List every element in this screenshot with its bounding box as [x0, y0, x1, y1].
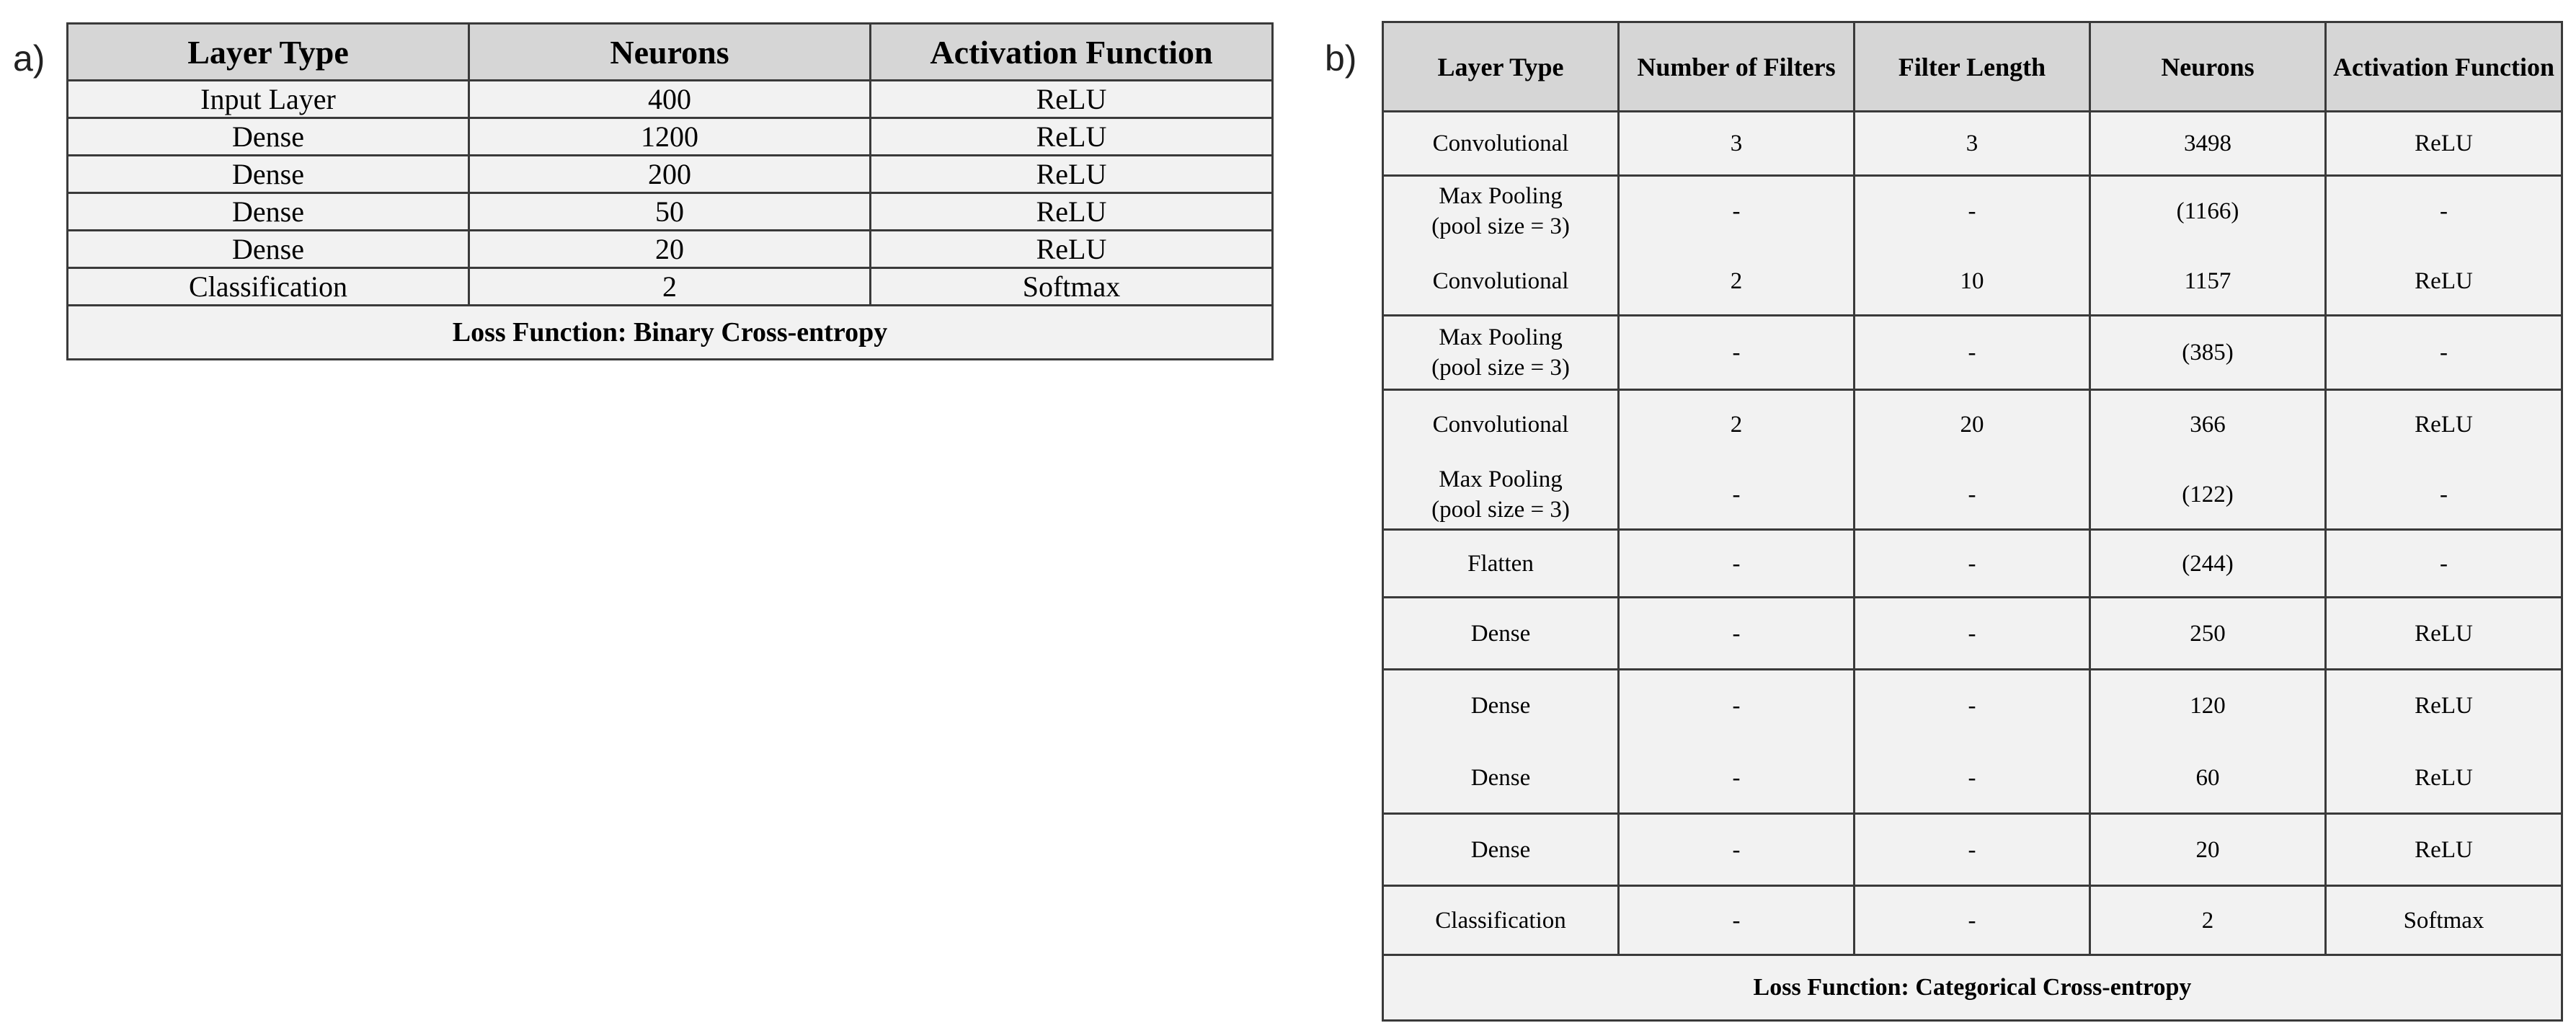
cell-filter-length: 10 [1855, 247, 2090, 316]
table-row [68, 231, 1273, 268]
cell-layer-type: Dense [68, 118, 469, 156]
cell-layer-type: Max Pooling (pool size = 3) [1383, 316, 1619, 390]
cell-neurons: 1157 [2090, 247, 2326, 316]
cell-neurons: 200 [469, 156, 871, 193]
cell-activation: - [2326, 460, 2562, 530]
table-row [1383, 670, 2562, 742]
cell-layer-type: Classification [68, 268, 469, 306]
cell-filter-length: - [1855, 316, 2090, 390]
cell-neurons: 2 [2090, 886, 2326, 955]
cell-filter-length: - [1855, 670, 2090, 742]
table-footer-row [68, 306, 1273, 360]
cell-neurons: 20 [469, 231, 871, 268]
cell-activation: Softmax [2326, 886, 2562, 955]
cell-neurons: 3498 [2090, 112, 2326, 176]
cell-activation: ReLU [871, 231, 1273, 268]
table-row [1383, 742, 2562, 814]
cell-number-of-filters: - [1619, 742, 1855, 814]
table-header-row [68, 24, 1273, 81]
panel-a-label: a) [13, 38, 45, 79]
cnn-table [1382, 21, 2563, 1022]
cell-filter-length: 20 [1855, 390, 2090, 460]
table-row [68, 81, 1273, 118]
cell-layer-type: Max Pooling (pool size = 3) [1383, 176, 1619, 247]
cell-activation: ReLU [2326, 112, 2562, 176]
cell-neurons: (122) [2090, 460, 2326, 530]
table-row [1383, 176, 2562, 247]
cell-layer-type: Max Pooling (pool size = 3) [1383, 460, 1619, 530]
cell-number-of-filters: 2 [1619, 247, 1855, 316]
cell-neurons: (385) [2090, 316, 2326, 390]
cell-layer-type: Dense [1383, 670, 1619, 742]
cell-number-of-filters: - [1619, 176, 1855, 247]
cell-filter-length: - [1855, 176, 2090, 247]
cell-activation: ReLU [2326, 670, 2562, 742]
cell-number-of-filters: - [1619, 530, 1855, 598]
table-row [1383, 598, 2562, 670]
cell-neurons: 366 [2090, 390, 2326, 460]
cell-activation: - [2326, 176, 2562, 247]
cell-activation: Softmax [871, 268, 1273, 306]
header-activation-function: Activation Function [2326, 22, 2562, 112]
table-header-row [1383, 22, 2562, 112]
cell-activation: ReLU [2326, 814, 2562, 886]
table-row [68, 193, 1273, 231]
cell-layer-type: Dense [68, 156, 469, 193]
cell-neurons: (244) [2090, 530, 2326, 598]
cell-filter-length: - [1855, 460, 2090, 530]
cell-number-of-filters: - [1619, 814, 1855, 886]
cell-filter-length: - [1855, 598, 2090, 670]
cell-filter-length: 3 [1855, 112, 2090, 176]
cell-neurons: 60 [2090, 742, 2326, 814]
cell-filter-length: - [1855, 814, 2090, 886]
cell-layer-type: Dense [1383, 814, 1619, 886]
header-neurons: Neurons [2090, 22, 2326, 112]
table-row [1383, 460, 2562, 530]
cell-activation: ReLU [871, 193, 1273, 231]
table-row [1383, 112, 2562, 176]
cell-neurons: 120 [2090, 670, 2326, 742]
table-row [68, 156, 1273, 193]
cell-neurons: 400 [469, 81, 871, 118]
table-row [68, 268, 1273, 306]
cell-layer-type: Convolutional [1383, 390, 1619, 460]
cell-layer-type: Dense [1383, 598, 1619, 670]
cell-layer-type: Flatten [1383, 530, 1619, 598]
table-row [1383, 814, 2562, 886]
cell-number-of-filters: 2 [1619, 390, 1855, 460]
cell-neurons: 50 [469, 193, 871, 231]
dense-network-table [66, 22, 1274, 360]
cell-activation: ReLU [2326, 598, 2562, 670]
cell-neurons: 20 [2090, 814, 2326, 886]
panel-b-label: b) [1325, 38, 1357, 79]
cell-activation: - [2326, 316, 2562, 390]
header-number-of-filters: Number of Filters [1619, 22, 1855, 112]
cell-filter-length: - [1855, 742, 2090, 814]
cell-layer-type: Dense [1383, 742, 1619, 814]
cell-neurons: 2 [469, 268, 871, 306]
table-row [68, 118, 1273, 156]
cell-layer-type: Input Layer [68, 81, 469, 118]
cell-activation: ReLU [871, 156, 1273, 193]
cell-neurons: (1166) [2090, 176, 2326, 247]
cell-number-of-filters: - [1619, 598, 1855, 670]
cell-activation: ReLU [871, 81, 1273, 118]
cell-number-of-filters: 3 [1619, 112, 1855, 176]
cell-filter-length: - [1855, 886, 2090, 955]
cell-layer-type: Dense [68, 193, 469, 231]
cell-neurons: 250 [2090, 598, 2326, 670]
loss-function-note: Loss Function: Categorical Cross-entropy [1383, 955, 2562, 1021]
table-footer-row [1383, 955, 2562, 1021]
cell-activation: ReLU [2326, 742, 2562, 814]
table-row [1383, 316, 2562, 390]
table-row [1383, 390, 2562, 460]
table-row [1383, 886, 2562, 955]
cell-activation: ReLU [871, 118, 1273, 156]
cell-layer-type: Classification [1383, 886, 1619, 955]
cell-layer-type: Convolutional [1383, 247, 1619, 316]
cell-activation: - [2326, 530, 2562, 598]
cell-number-of-filters: - [1619, 886, 1855, 955]
cell-neurons: 1200 [469, 118, 871, 156]
header-layer-type: Layer Type [1383, 22, 1619, 112]
cell-activation: ReLU [2326, 247, 2562, 316]
header-activation-function: Activation Function [871, 24, 1273, 81]
cell-activation: ReLU [2326, 390, 2562, 460]
header-layer-type: Layer Type [68, 24, 469, 81]
loss-function-note: Loss Function: Binary Cross-entropy [68, 306, 1273, 360]
cell-layer-type: Convolutional [1383, 112, 1619, 176]
table-row [1383, 530, 2562, 598]
cell-layer-type: Dense [68, 231, 469, 268]
header-neurons: Neurons [469, 24, 871, 81]
cell-number-of-filters: - [1619, 670, 1855, 742]
cell-number-of-filters: - [1619, 316, 1855, 390]
table-row [1383, 247, 2562, 316]
header-filter-length: Filter Length [1855, 22, 2090, 112]
cell-filter-length: - [1855, 530, 2090, 598]
cell-number-of-filters: - [1619, 460, 1855, 530]
